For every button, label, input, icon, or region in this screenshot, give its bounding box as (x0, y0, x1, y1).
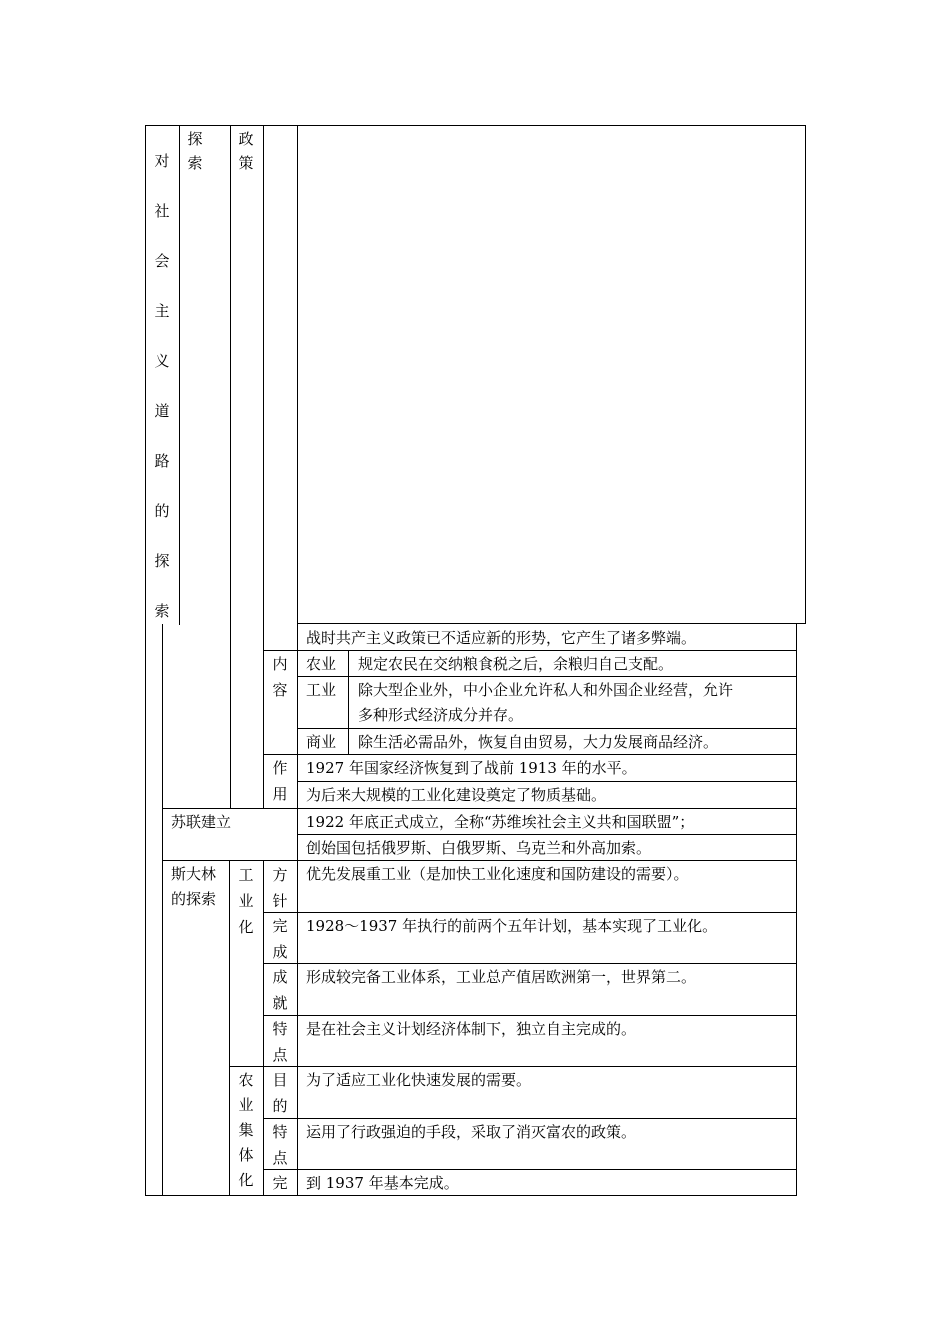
wancheng-label (270, 915, 290, 967)
char: 的 (154, 502, 170, 520)
sulian-label: 苏联建立 (171, 813, 232, 831)
tedian2-text: 运用了行政强迫的手段，采取了消灭富农的政策。 (306, 1123, 637, 1141)
gongyehua-label (236, 864, 256, 942)
char: 农 (238, 1071, 254, 1089)
char: 索 (187, 154, 203, 172)
char: 会 (154, 252, 170, 270)
section-title-vertical (152, 150, 172, 650)
fangzhen-label (270, 864, 290, 916)
char: 作 (272, 759, 288, 777)
char: 探 (187, 130, 203, 148)
nongye-label: 农业 (306, 655, 337, 673)
char: 道 (154, 402, 170, 420)
zuoyong-text-1: 1927 年国家经济恢复到了战前 1913 年的水平。 (306, 759, 637, 777)
mudi-label (270, 1069, 290, 1121)
char: 政 (238, 130, 254, 148)
gongye-text-2: 多种形式经济成分并存。 (358, 706, 524, 724)
zuoyong-label (270, 757, 290, 809)
char: 特 (272, 1020, 288, 1038)
char: 内 (272, 655, 288, 673)
char: 体 (238, 1146, 254, 1164)
char: 点 (272, 1046, 288, 1064)
gongye-label: 工业 (306, 681, 337, 699)
wan-text: 到 1937 年基本完成。 (306, 1174, 459, 1192)
char: 工 (238, 866, 254, 884)
tedian-label (270, 1018, 290, 1070)
char: 就 (272, 994, 288, 1012)
char: 针 (272, 892, 288, 910)
fangzhen-text: 优先发展重工业（是加快工业化速度和国防建设的需要）。 (306, 865, 689, 883)
char: 方 (272, 866, 288, 884)
char: 点 (272, 1149, 288, 1167)
nongye-jitihua-label (236, 1069, 256, 1194)
char: 对 (154, 152, 170, 170)
char: 主 (154, 302, 170, 320)
sulian-text-1: 1922 年底正式成立，全称“苏维埃社会主义共和国联盟”； (306, 813, 695, 831)
gongye-text-1: 除大型企业外，中小企业允许私人和外国企业经营，允许 (358, 681, 734, 699)
char: 目 (272, 1071, 288, 1089)
tedian-text: 是在社会主义计划经济体制下，独立自主完成的。 (306, 1020, 637, 1038)
col3-label (236, 128, 256, 176)
char: 成 (272, 968, 288, 986)
chengjiu-text: 形成较完备工业体系，工业总产值居欧洲第一，世界第二。 (306, 968, 697, 986)
char: 索 (154, 602, 170, 620)
char: 容 (272, 681, 288, 699)
char: 完 (272, 1174, 288, 1192)
char: 的 (272, 1097, 288, 1115)
neirong-label (270, 653, 290, 705)
char: 化 (238, 918, 254, 936)
char: 业 (238, 1096, 254, 1114)
char: 集 (238, 1121, 254, 1139)
background-text: 战时共产主义政策已不适应新的形势，它产生了诸多弊端。 (306, 629, 697, 647)
zuoyong-text-2: 为后来大规模的工业化建设奠定了物质基础。 (306, 786, 607, 804)
char: 化 (238, 1171, 254, 1189)
char: 策 (238, 154, 254, 172)
char: 社 (154, 202, 170, 220)
wan-label (270, 1172, 290, 1194)
wancheng-text: 1928～1937 年执行的前两个五年计划，基本实现了工业化。 (306, 917, 718, 935)
char: 业 (238, 892, 254, 910)
stalin-label-1: 斯大林 (171, 865, 217, 883)
stalin-label-2: 的探索 (171, 890, 217, 908)
sulian-text-2: 创始国包括俄罗斯、白俄罗斯、乌克兰和外高加索。 (306, 839, 652, 857)
char: 完 (272, 917, 288, 935)
shangye-text: 除生活必需品外，恢复自由贸易，大力发展商品经济。 (358, 733, 719, 751)
tedian2-label (270, 1121, 290, 1173)
col2-label (185, 128, 205, 176)
mudi-text: 为了适应工业化快速发展的需要。 (306, 1071, 532, 1089)
shangye-label: 商业 (306, 733, 337, 751)
nongye-text: 规定农民在交纳粮食税之后，余粮归自己支配。 (358, 655, 674, 673)
char: 探 (154, 552, 170, 570)
char: 用 (272, 785, 288, 803)
char: 特 (272, 1123, 288, 1141)
char: 路 (154, 452, 170, 470)
char: 成 (272, 943, 288, 961)
chengjiu-label (270, 966, 290, 1018)
char: 义 (154, 352, 170, 370)
